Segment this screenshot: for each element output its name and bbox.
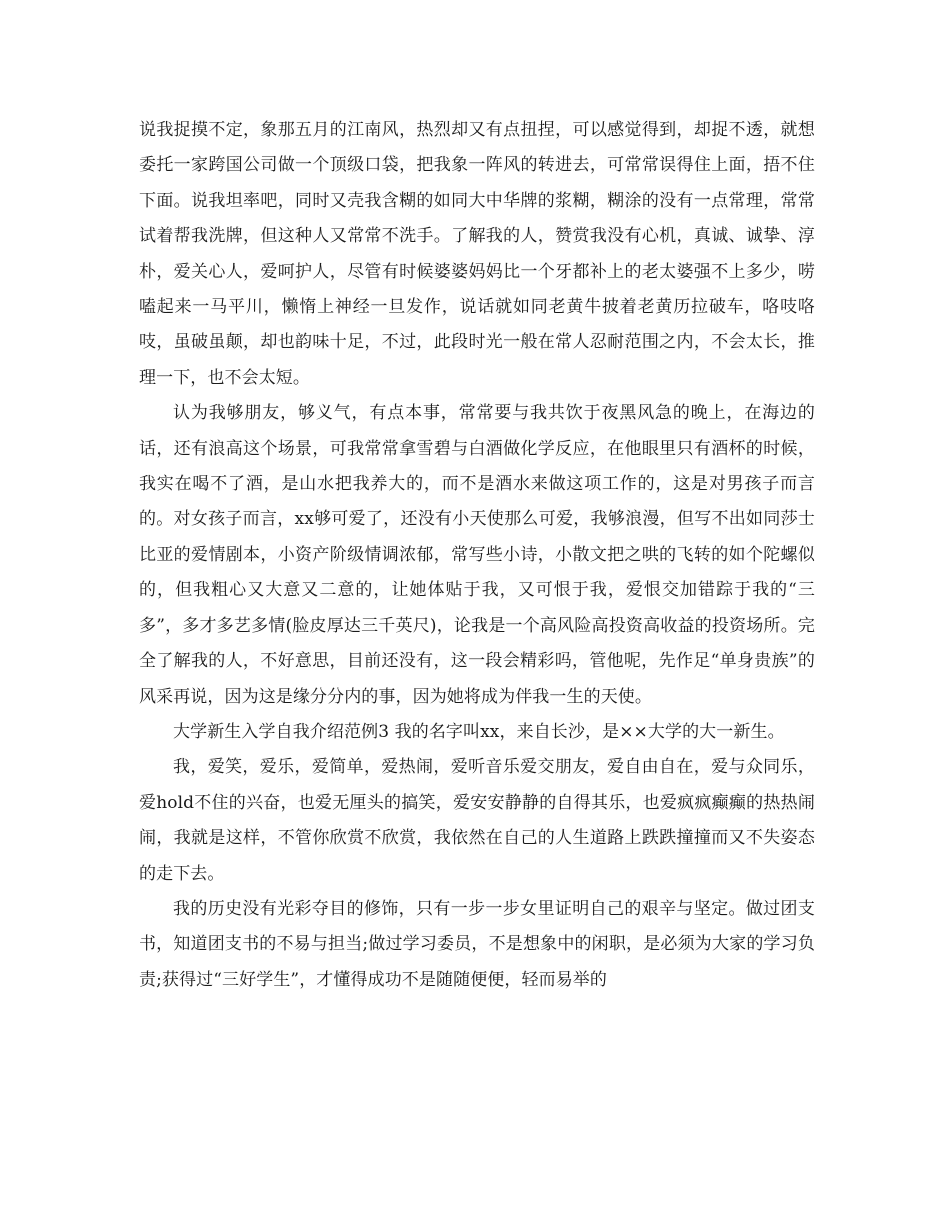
paragraph-3: 大学新生入学自我介绍范例3 我的名字叫xx，来自长沙，是××大学的大一新生。 [173, 721, 785, 742]
paragraph-2: 认为我够朋友，够义气，有点本事，常常要与我共饮于夜黑风急的晚上，在海边的话，还有浪高这个场景，可我常常拿雪碧与白酒做化学反应，在他眼里只有酒杯的时候，我实在喝不了酒，是山水把我养大的，而不是酒水来做这项工作的，这是对男孩子而言的。对女孩子而言，xx够可爱了，还没有小天使那么可爱，我够浪漫，但写不出如同莎士比亚的爱情剧本，小资产阶级情调浓郁，常写些小诗，小散文把之哄的飞转的如个陀螺似的，但我粗心又大意又二意的，让她体贴于我，又可恨于我，爱恨交加错踪于我的“三多”，多才多艺多情(脸皮厚达三千英尺)，论我是一个高风险高投资高收益的投资场所。完全了解我的人，不好意思，目前还没有，这一段会精彩吗，管他呢，先作足“单身贵族”的风采再说，因为这是缘分分内的事，因为她将成为伴我一生的天使。 [139, 403, 815, 707]
paragraph-4: 我，爱笑，爱乐，爱简单，爱热闹，爱听音乐爱交朋友，爱自由自在，爱与众同乐，爱hold不住的兴奋，也爱无厘头的搞笑，爱安安静静的自得其乐，也爱疯疯癫癫的热热闹闹，我就是这样，不管你欣赏不欣赏，我依然在自己的人生道路上跌跌撞撞而又不失姿态的走下去。 [139, 757, 815, 884]
paragraph-5: 我的历史没有光彩夺目的修饰，只有一步一步女里证明自己的艰辛与坚定。做过团支书，知道团支书的不易与担当;做过学习委员，不是想象中的闲职，是必须为大家的学习负责;获得过“三好学生”，才懂得成功不是随随便便，轻而易举的 [139, 898, 815, 990]
paragraph-1: 说我捉摸不定，象那五月的江南风，热烈却又有点扭捏，可以感觉得到，却捉不透，就想委托一家跨国公司做一个顶级口袋，把我象一阵风的转进去，可常常误得住上面，捂不住下面。说我坦率吧，同时又壳我含糊的如同大中华牌的浆糊，糊涂的没有一点常理，常常试着帮我洗牌，但这种人又常常不洗手。了解我的人，赞赏我没有心机，真诚、诚挚、淳朴，爱关心人，爱呵护人，尽管有时候婆婆妈妈比一个牙都补上的老太婆强不上多少，唠嗑起来一马平川，懒惰上神经一旦发作，说话就如同老黄牛披着老黄历拉破车，咯吱咯吱，虽破虽颠，却也韵味十足，不过，此段时光一般在常人忍耐范围之内，不会太长，推理一下，也不会太短。 [139, 120, 815, 388]
document-body [139, 113, 815, 998]
